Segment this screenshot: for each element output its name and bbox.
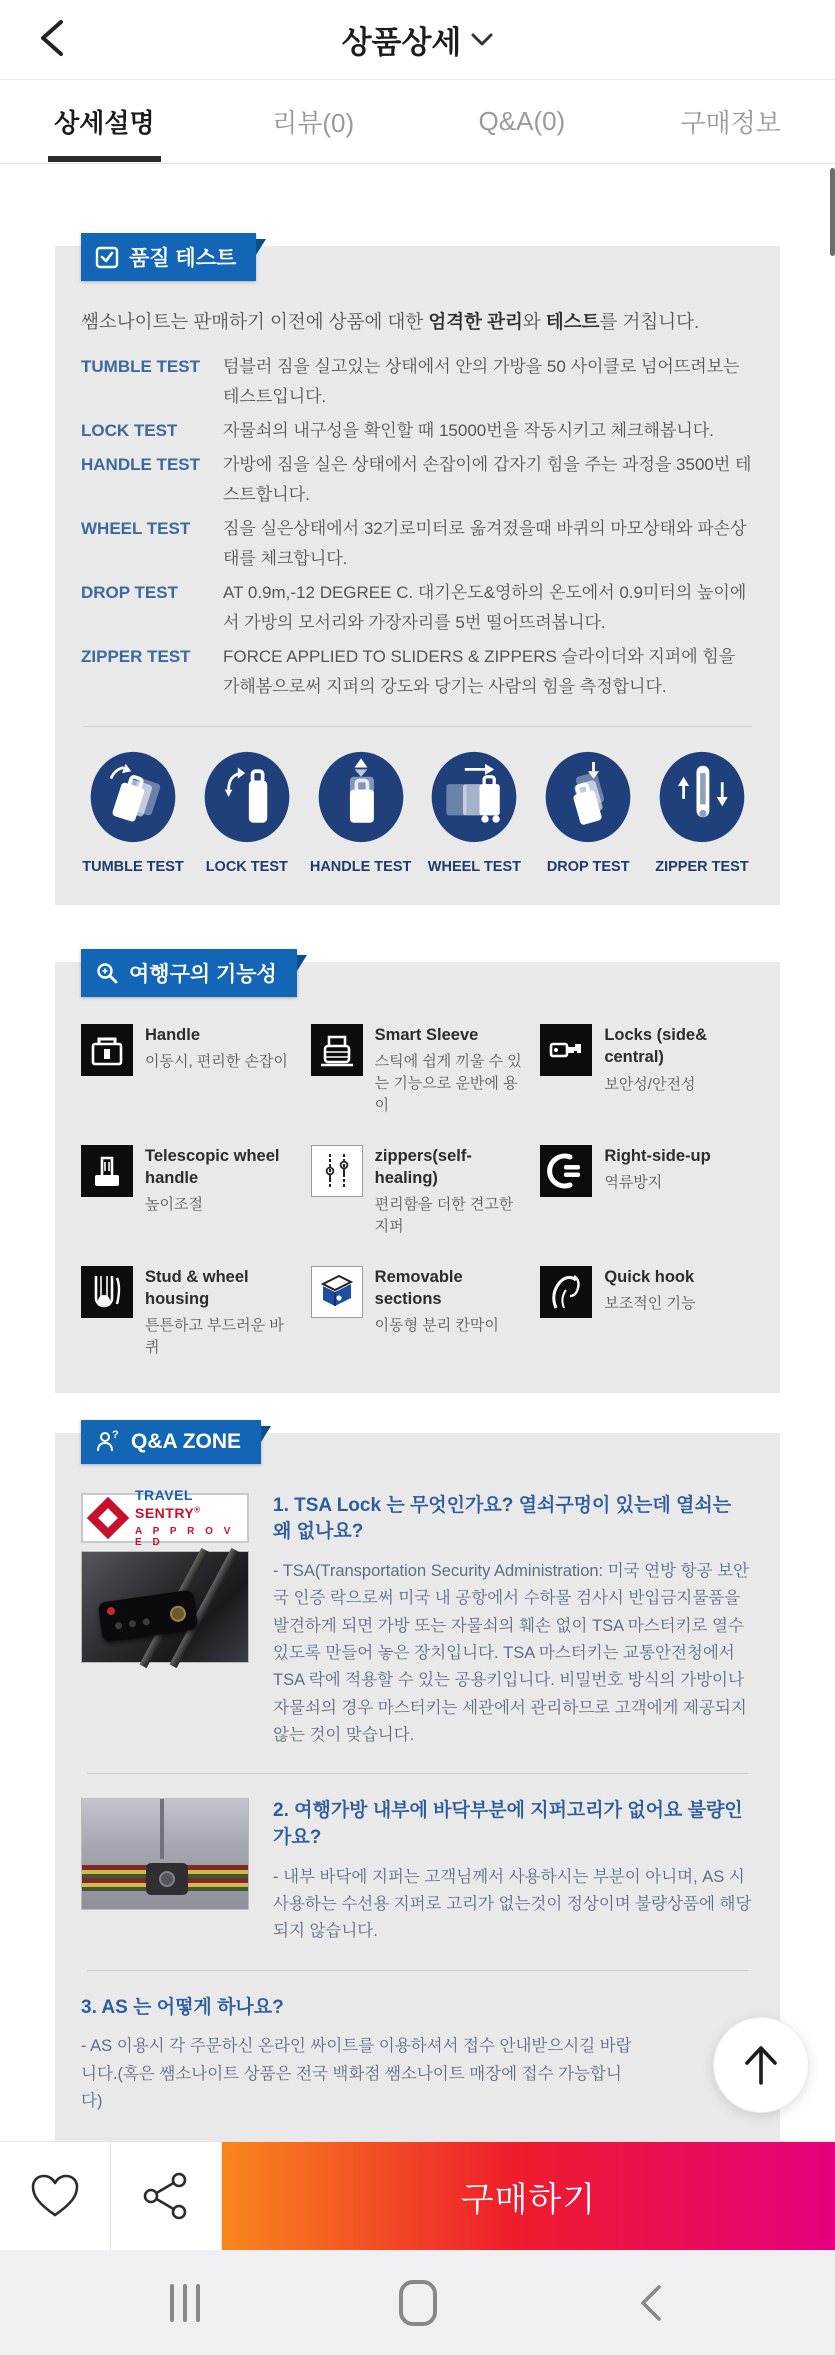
zippers-icon (311, 1145, 363, 1197)
share-icon (141, 2171, 191, 2221)
feature-locks: Locks (side& central) 보안성/안전성 (540, 1024, 754, 1117)
person-question-icon (95, 1429, 121, 1455)
android-back-button[interactable] (615, 2268, 685, 2338)
zipper-test-icon: ZIPPER TEST (652, 749, 752, 875)
qna-item-1-media (81, 1487, 249, 1750)
wishlist-button[interactable] (0, 2142, 111, 2250)
checkbox-icon (95, 245, 119, 269)
svg-text:?: ? (112, 1428, 119, 1441)
quality-test-badge (81, 233, 256, 281)
feature-stud-wheel: Stud & wheel housing 튼튼하고 부드러운 바퀴 (81, 1266, 295, 1359)
test-row-wheel: WHEEL TEST 짐을 실은상태에서 32기로미터로 옮겨졌을때 바퀴의 마모상태와 파손상태를 체크합니다. (81, 519, 747, 568)
divider (83, 726, 752, 727)
detail-content[interactable] (0, 164, 835, 2141)
qna-section (55, 1428, 780, 2142)
stud-wheel-icon (81, 1266, 133, 1318)
features-badge-label: 여행구의 기능성 (129, 963, 277, 986)
page-title-dropdown[interactable] (342, 17, 494, 62)
qna-question-2: 2. 여행가방 내부에 바닥부분에 지퍼고리가 없어요 불량인가요? (273, 1800, 743, 1848)
feature-quick-hook: Quick hook 보조적인 기능 (540, 1266, 754, 1359)
qna-answer-1: - TSA(Transportation Security Administration: 미국 연방 항공 보안국 인증 락으로써 미국 내 공항에서 수하물 검사시 반입금지물품을 발견하게 되면 가방 또는 자물쇠의 훼손 없이 TSA 마스터키로 열수 있도록 만들어 놓은 장치입니다. TSA 마스터키는 교통안전청에서 TSA 락에 적용할 수 있는 공용키입니다. 비밀번호 방식의 가방이나 자물쇠의 경우 마스터키는 세관에서 관리하므로 고객에게 제공되지 않는 것이 맞습니다. (273, 1561, 749, 1745)
handle-icon (81, 1024, 133, 1076)
back-chevron-icon (37, 18, 67, 58)
tsa-lock-photo (81, 1551, 249, 1663)
locks-icon (540, 1024, 592, 1076)
page-title: 상품상세 (341, 25, 462, 60)
recents-icon (170, 2284, 200, 2322)
smart-sleeve-icon (311, 1024, 363, 1076)
telescopic-handle-icon (81, 1145, 133, 1197)
buy-button[interactable]: 구매하기 (222, 2142, 835, 2250)
features-badge (81, 949, 297, 997)
test-row-tumble: TUMBLE TEST 텀블러 짐을 실고있는 상태에서 안의 가방을 50 사이클로 넘어뜨려보는 테스트입니다. (81, 357, 740, 406)
feature-zippers: zippers(self-healing) 편리함을 더한 견고한 지퍼 (311, 1145, 525, 1238)
scroll-to-top-button[interactable] (713, 2017, 809, 2113)
test-row-lock: LOCK TEST 자물쇠의 내구성을 확인할 때 15000번을 작동시키고 체크해봅니다. (81, 421, 714, 440)
chevron-down-icon (471, 33, 493, 47)
test-icons-row (81, 749, 754, 875)
feature-removable-sections: Removable sections 이동형 분리 칸막이 (311, 1266, 525, 1359)
divider (87, 1970, 748, 1971)
arrow-up-icon (741, 2043, 781, 2087)
qna-item-2 (81, 1798, 754, 1945)
back-button[interactable] (26, 12, 78, 64)
lock-test-icon: LOCK TEST (197, 749, 297, 875)
qna-answer-2: - 내부 바닥에 지퍼는 고객님께서 사용하시는 부분이 아니며, AS 시 사용하는 수선용 지퍼로 고리가 없는것이 정상이며 불량상품에 해당되지 않습니다. (273, 1867, 752, 1941)
qna-item-1 (81, 1487, 754, 1750)
tab-purchase-info[interactable]: 구매정보 (680, 108, 781, 138)
tab-detail-description[interactable]: 상세설명 (0, 80, 209, 163)
test-row-handle: HANDLE TEST 가방에 짐을 실은 상태에서 손잡이에 갑자기 힘을 주는 과정을 3500번 테스트합니다. (81, 455, 752, 504)
right-side-up-icon (540, 1145, 592, 1197)
test-row-drop: DROP TEST AT 0.9m,-12 DEGREE C. 대기온도&영하의 온도에서 0.9미터의 높이에서 가방의 모서리와 가장자리를 5번 떨어뜨려봅니다. (81, 583, 747, 632)
qna-item-2-media (81, 1798, 249, 1945)
travel-sentry-logo: TRAVEL SENTRY® A P P R O V E D (81, 1493, 249, 1543)
qna-badge-label: Q&A ZONE (131, 1429, 242, 1453)
quick-hook-icon (540, 1266, 592, 1318)
qna-question-3: 3. AS 는 어떻게 하나요? (81, 1996, 284, 2018)
app-header (0, 0, 835, 80)
features-grid (81, 1024, 754, 1359)
heart-icon (29, 2172, 81, 2220)
test-row-zipper: ZIPPER TEST FORCE APPLIED TO SLIDERS & ZIPPERS 슬라이더와 지퍼에 힘을 가해봄으로써 지퍼의 강도와 당기는 사람의 힘을 측정합니다. (81, 647, 736, 696)
removable-sections-icon (311, 1266, 363, 1318)
qna-answer-3: - AS 이용시 각 주문하신 온라인 싸이트를 이용하셔서 접수 안내받으시길 바랍니다.(혹은 쌤소나이트 상품은 전국 백화점 쌤소나이트 매장에 접수 가능합니다) (81, 2037, 632, 2111)
test-table (81, 352, 754, 702)
quality-test-badge-label: 품질 테스트 (129, 247, 237, 270)
handle-test-icon: HANDLE TEST (311, 749, 411, 875)
tab-bar (0, 80, 835, 164)
qna-item-3 (81, 1995, 754, 2116)
suitcase-interior-photo (81, 1798, 249, 1910)
tumble-test-icon: TUMBLE TEST (83, 749, 183, 875)
travel-sentry-diamond-icon (87, 1496, 129, 1538)
android-back-icon (637, 2283, 663, 2323)
bottom-action-bar (0, 2141, 835, 2250)
tab-qna[interactable]: Q&A(0) (478, 106, 566, 136)
divider (87, 1773, 748, 1774)
features-section (55, 962, 780, 1393)
home-icon (399, 2280, 437, 2326)
feature-smart-sleeve: Smart Sleeve 스틱에 쉽게 끼울 수 있는 기능으로 운반에 용이 (311, 1024, 525, 1117)
feature-handle: Handle 이동시, 편리한 손잡이 (81, 1024, 295, 1117)
wheel-test-icon: WHEEL TEST (424, 749, 524, 875)
android-nav-bar (0, 2250, 835, 2355)
scrollbar[interactable] (830, 168, 835, 256)
tab-reviews[interactable]: 리뷰(0) (272, 108, 355, 138)
recents-button[interactable] (150, 2268, 220, 2338)
feature-telescopic-handle: Telescopic wheel handle 높이조절 (81, 1145, 295, 1238)
magnifier-icon (95, 961, 119, 985)
drop-test-icon: DROP TEST (538, 749, 638, 875)
home-button[interactable] (383, 2268, 453, 2338)
qna-question-1: 1. TSA Lock 는 무엇인가요? 열쇠구멍이 있는데 열쇠는 왜 없나요? (273, 1494, 732, 1543)
feature-right-side-up: Right-side-up 역류방지 (540, 1145, 754, 1238)
quality-test-section (55, 246, 780, 905)
share-button[interactable] (111, 2142, 222, 2250)
qna-badge (81, 1420, 261, 1464)
quality-intro: 쌤소나이트는 판매하기 이전에 상품에 대한 엄격한 관리와 테스트를 거칩니다. (81, 311, 700, 332)
